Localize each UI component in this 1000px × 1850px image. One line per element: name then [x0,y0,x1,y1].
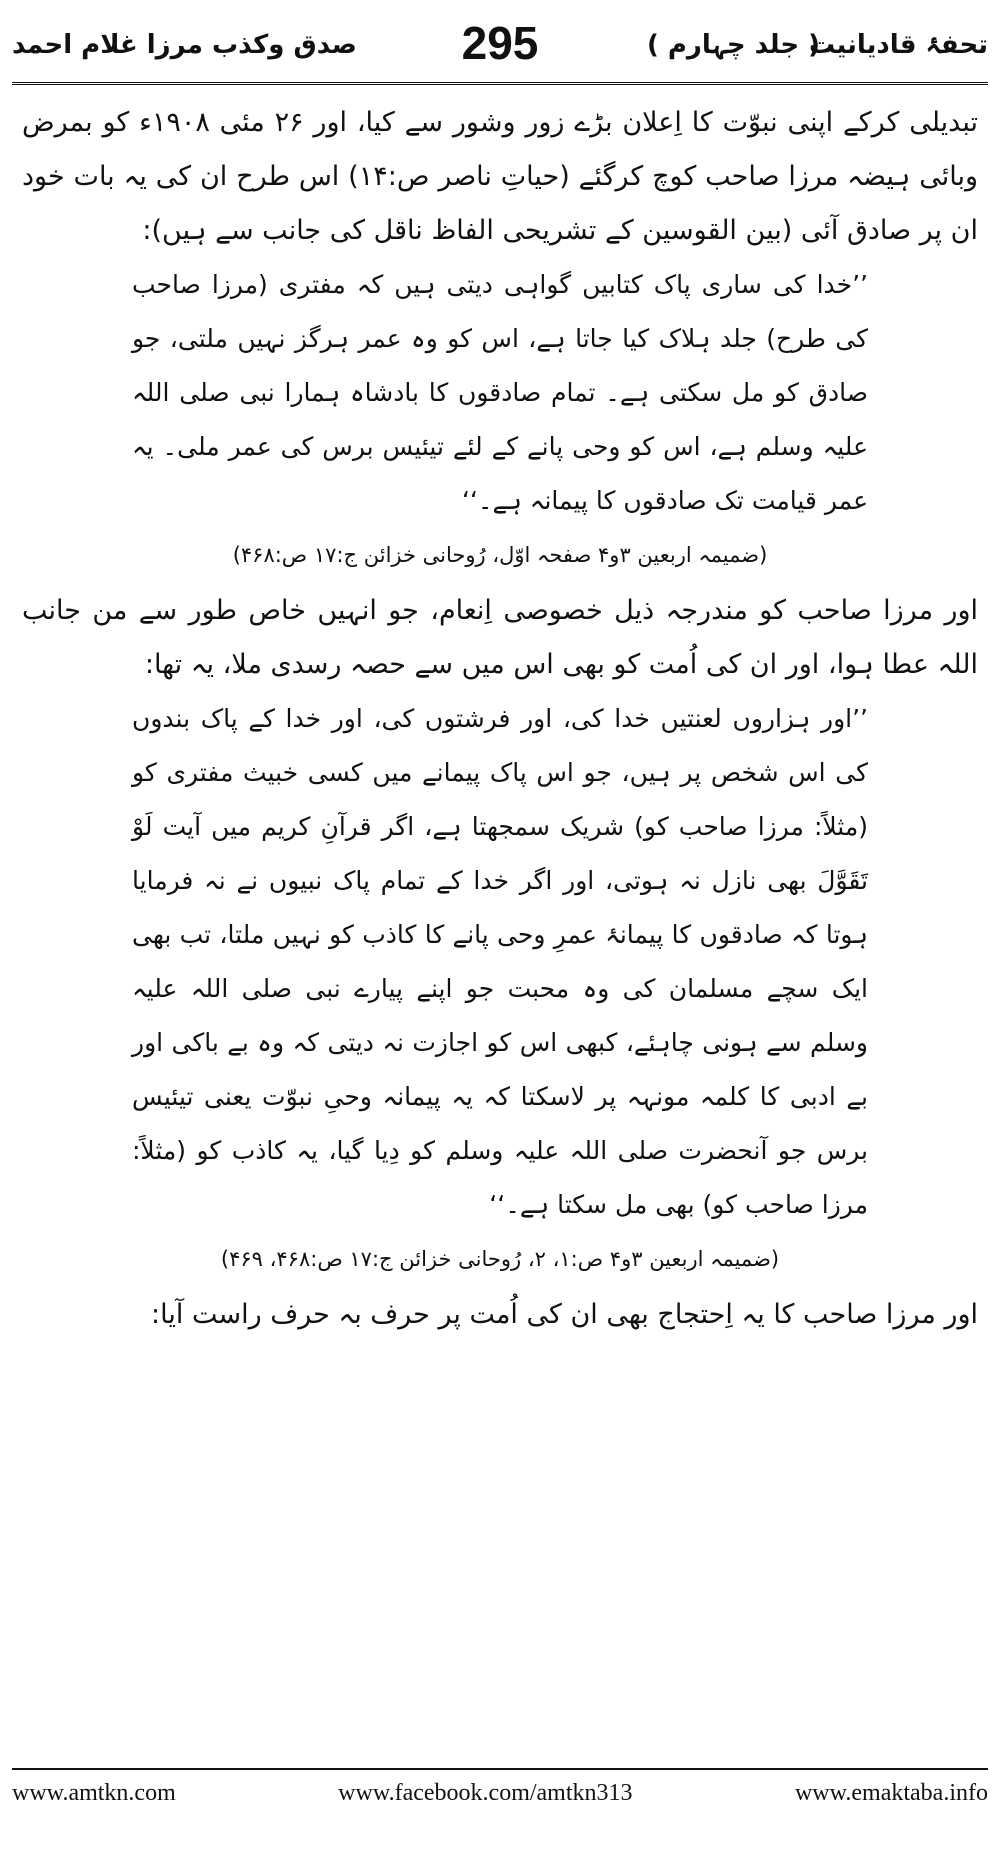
footer-link-amtkn[interactable]: www.amtkn.com [12,1780,176,1806]
reference-2: (ضمیمہ اربعین ۳و۴ ص:۱، ۲، رُوحانی خزائن ج:۱۷ ص:۴۶۸، ۴۶۹) [220,1247,780,1271]
page-body [22,96,978,1342]
paragraph-1: تبدیلی کرکے اپنی نبوّت کا اِعلان بڑے زور وشور سے کیا، اور ۲۶ مئی ۱۹۰۸ء کو بمرض وبائی ہیضہ مرزا صاحب کوچ کرگئے (حیاتِ ناصر ص:۱۴) اس طرح ان کی یہ بات خود ان پر صادق آئی (بین القوسین کے تشریحی الفاظ ناقل کی جانب سے ہیں): [22,107,979,246]
chapter-title: صدق وکذب مرزا غلام احمد [12,30,357,60]
footer-divider [12,1768,988,1770]
footer-link-emaktaba[interactable]: www.emaktaba.info [794,1780,988,1806]
quotation-1: ’’خدا کی ساری پاک کتابیں گواہی دیتی ہیں کہ مفتری (مرزا صاحب کی طرح) جلد ہلاک کیا جاتا ہے، اس کو وہ عمر ہرگز نہیں ملتی، جو صادق کو مل سکتی ہے۔ تمام صادقوں کا بادشاہ ہمارا نبی صلی اللہ علیہ وسلم ہے، اس کو وحی پانے کے لئے تیئیس برس کی عمر ملی۔ یہ عمر قیامت تک صادقوں کا پیمانہ ہے۔‘‘ [132,270,868,515]
footer-link-facebook[interactable]: www.facebook.com/amtkn313 [338,1780,633,1806]
book-title: تحفۂ قادیانیت [808,30,988,60]
reference-1: (ضمیمہ اربعین ۳و۴ صفحہ اوّل، رُوحانی خزائن ج:۱۷ ص:۴۶۸) [232,543,768,567]
volume-label: ( جلد چہارم ) [646,30,820,60]
page-footer [12,1780,988,1820]
page-number: 295 [461,17,539,69]
paragraph-3: اور مرزا صاحب کا یہ اِحتجاج بھی ان کی اُمت پر حرف بہ حرف راست آیا: [151,1299,978,1330]
page-header [12,18,988,78]
header-divider [12,82,988,85]
quotation-2: ’’اور ہزاروں لعنتیں خدا کی، اور فرشتوں کی، اور خدا کے پاک بندوں کی اس شخص پر ہیں، جو اس پاک پیمانے میں کسی خبیث مفتری کو (مثلاً: مرزا صاحب کو) شریک سمجھتا ہے، اگر قرآنِ کریم میں آیت لَوْ تَقَوَّلَ بھی نازل نہ ہوتی، اور اگر خدا کے تمام پاک نبیوں نے نہ فرمایا ہوتا کہ صادقوں کا پیمانۂ عمرِ وحی پانے کا کاذب کو نہیں ملتا، تب بھی ایک سچے مسلمان کی وہ محبت جو اپنے پیارے نبی صلی اللہ علیہ وسلم سے ہونی چاہئے، کبھی اس کو اجازت نہ دیتی کہ وہ بے باکی اور بے ادبی کا کلمہ مونہہ پر لاسکتا کہ یہ پیمانہ وحیِ نبوّت یعنی تیئیس برس جو آنحضرت صلی اللہ علیہ وسلم کو دِیا گیا، یہ کاذب کو (مثلاً: مرزا صاحب کو) بھی مل سکتا ہے۔‘‘ [132,704,868,1219]
paragraph-2: اور مرزا صاحب کو مندرجہ ذیل خصوصی اِنعام، جو انہیں خاص طور سے من جانب اللہ عطا ہوا، اور ان کی اُمت کو بھی اس میں سے حصہ رسدی ملا، یہ تھا: [22,595,978,680]
